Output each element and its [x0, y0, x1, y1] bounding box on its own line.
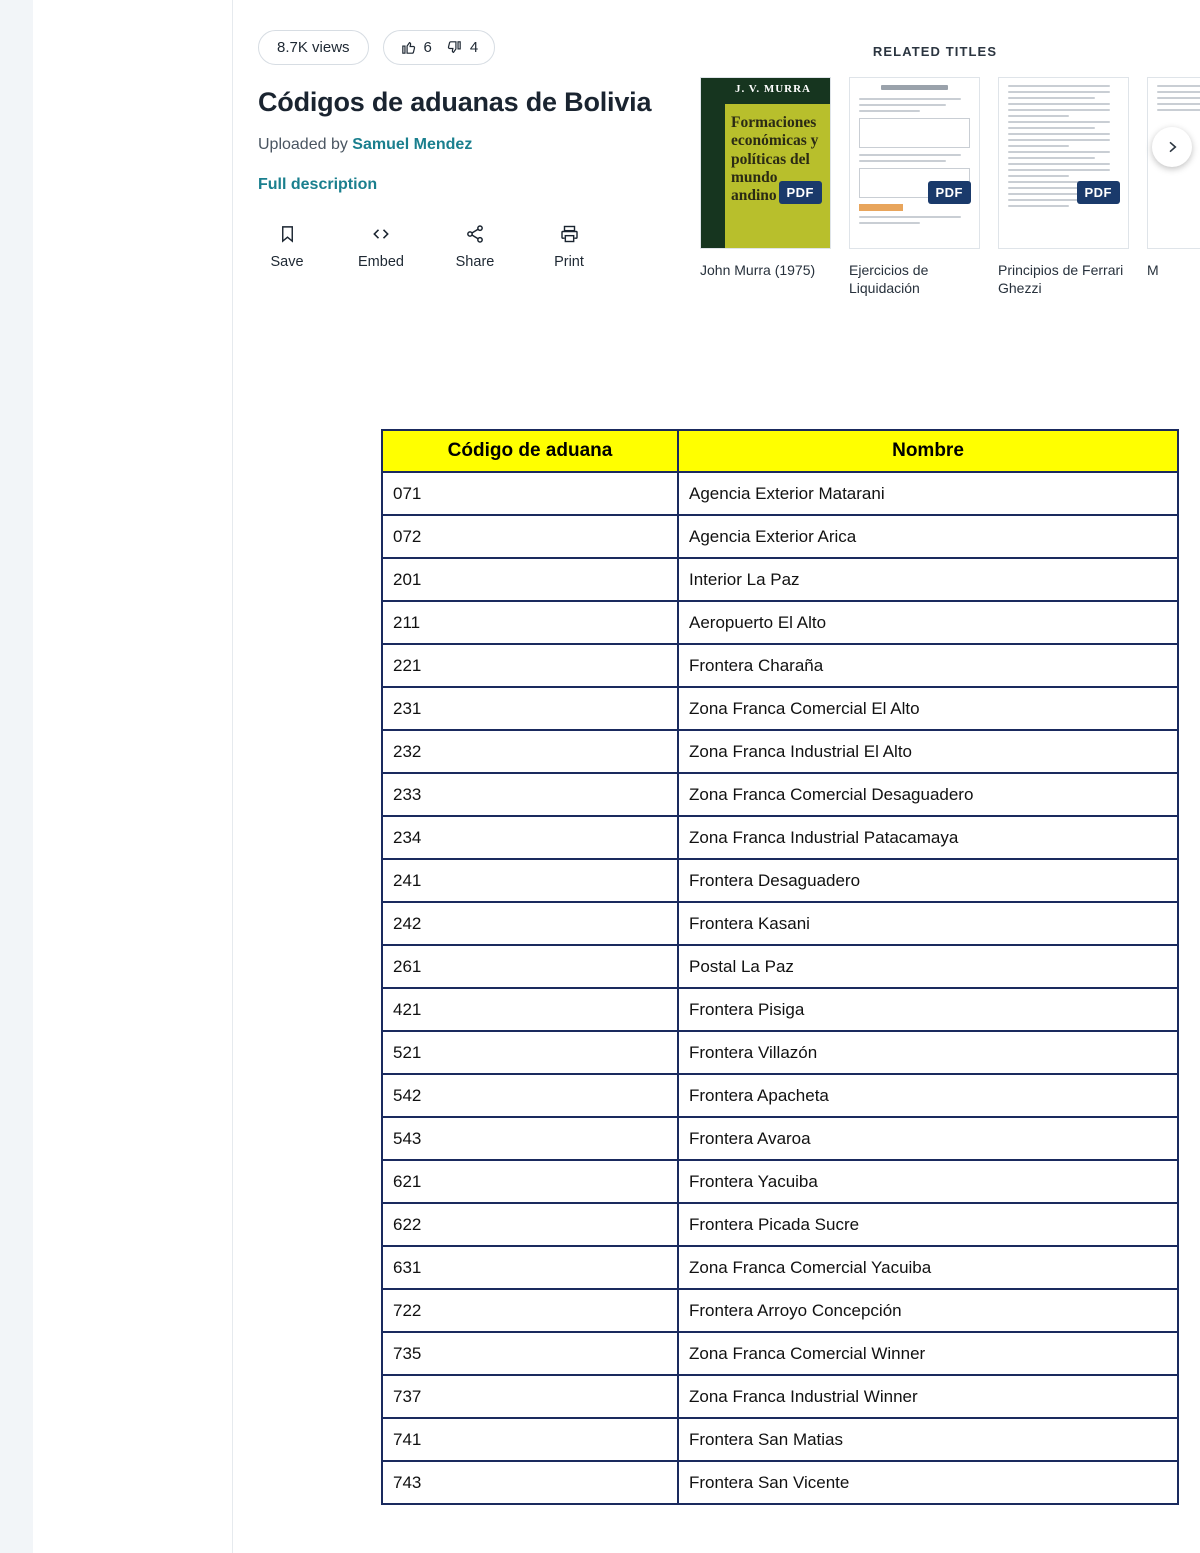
related-caption-3: Principios de Ferrari Ghezzi — [998, 262, 1124, 297]
table-header-row — [382, 430, 1178, 472]
share-icon — [446, 222, 504, 246]
table-row — [382, 1418, 1178, 1461]
cover-title-text: Formaciones económicas y políticas del mundo andino — [731, 114, 819, 205]
uploaded-by-label: Uploaded by — [258, 136, 353, 153]
upvote-button[interactable] — [400, 39, 432, 56]
table-row — [382, 1289, 1178, 1332]
cell-codigo: 521 — [382, 1031, 678, 1074]
cell-nombre: Frontera Kasani — [678, 902, 1178, 945]
vote-controls[interactable] — [383, 30, 496, 65]
table-row — [382, 945, 1178, 988]
views-count: 8.7K views — [258, 30, 369, 65]
cell-codigo: 735 — [382, 1332, 678, 1375]
table-row — [382, 1332, 1178, 1375]
cell-nombre: Frontera Arroyo Concepción — [678, 1289, 1178, 1332]
customs-codes-table — [381, 429, 1179, 1505]
table-row — [382, 1074, 1178, 1117]
cell-codigo: 201 — [382, 558, 678, 601]
document-scan-preview — [850, 78, 979, 248]
table-row — [382, 515, 1178, 558]
cover-author-text: J. V. MURRA — [735, 83, 811, 95]
table-row — [382, 1117, 1178, 1160]
cell-codigo: 741 — [382, 1418, 678, 1461]
related-titles-section — [700, 44, 1170, 297]
related-titles-carousel — [700, 77, 1170, 297]
table-row — [382, 1160, 1178, 1203]
table-row — [382, 1203, 1178, 1246]
customs-codes-table-container — [381, 429, 1177, 1505]
cell-codigo: 621 — [382, 1160, 678, 1203]
cell-codigo: 543 — [382, 1117, 678, 1160]
cell-nombre: Zona Franca Comercial Yacuiba — [678, 1246, 1178, 1289]
table-row — [382, 773, 1178, 816]
cell-codigo: 233 — [382, 773, 678, 816]
bookmark-icon — [258, 222, 316, 246]
related-thumbnail-1[interactable] — [700, 77, 831, 249]
printer-icon — [540, 222, 598, 246]
cell-codigo: 722 — [382, 1289, 678, 1332]
cell-codigo: 242 — [382, 902, 678, 945]
cell-nombre: Frontera San Matias — [678, 1418, 1178, 1461]
cell-codigo: 542 — [382, 1074, 678, 1117]
share-button[interactable] — [446, 222, 504, 270]
print-button-label: Print — [554, 254, 584, 270]
cell-codigo: 211 — [382, 601, 678, 644]
page-title: Códigos de aduanas de Bolivia — [258, 87, 652, 117]
related-caption-4: M — [1147, 262, 1159, 278]
cell-nombre: Frontera San Vicente — [678, 1461, 1178, 1504]
cell-nombre: Agencia Exterior Matarani — [678, 472, 1178, 515]
cell-nombre: Interior La Paz — [678, 558, 1178, 601]
table-row — [382, 816, 1178, 859]
cell-nombre: Aeropuerto El Alto — [678, 601, 1178, 644]
thumbs-down-icon — [446, 39, 463, 56]
cell-nombre: Zona Franca Comercial Winner — [678, 1332, 1178, 1375]
cell-nombre: Zona Franca Comercial El Alto — [678, 687, 1178, 730]
print-button[interactable] — [540, 222, 598, 270]
related-thumbnail-3[interactable] — [998, 77, 1129, 249]
cell-codigo: 071 — [382, 472, 678, 515]
table-row — [382, 558, 1178, 601]
cell-codigo: 622 — [382, 1203, 678, 1246]
related-titles-heading: RELATED TITLES — [872, 44, 998, 59]
related-item-3[interactable] — [998, 77, 1129, 297]
related-caption-1: John Murra (1975) — [700, 262, 816, 278]
cell-codigo: 231 — [382, 687, 678, 730]
downvote-button[interactable] — [446, 39, 478, 56]
cell-nombre: Frontera Picada Sucre — [678, 1203, 1178, 1246]
related-item-1[interactable] — [700, 77, 831, 297]
cell-nombre: Zona Franca Industrial Patacamaya — [678, 816, 1178, 859]
table-row — [382, 1375, 1178, 1418]
column-header-codigo: Código de aduana — [382, 430, 678, 472]
downvote-count: 4 — [469, 39, 479, 56]
related-thumbnail-2[interactable] — [849, 77, 980, 249]
cell-nombre: Frontera Pisiga — [678, 988, 1178, 1031]
cell-nombre: Postal La Paz — [678, 945, 1178, 988]
cell-nombre: Zona Franca Comercial Desaguadero — [678, 773, 1178, 816]
full-description-link[interactable]: Full description — [258, 176, 378, 193]
thumbs-up-icon — [400, 39, 417, 56]
document-scan-preview — [999, 78, 1128, 248]
cell-codigo: 221 — [382, 644, 678, 687]
table-row — [382, 472, 1178, 515]
embed-button[interactable] — [352, 222, 410, 270]
chevron-right-icon — [1164, 139, 1180, 155]
table-row — [382, 601, 1178, 644]
share-button-label: Share — [455, 254, 495, 270]
carousel-next-button[interactable] — [1152, 127, 1192, 167]
cell-codigo: 261 — [382, 945, 678, 988]
code-icon — [352, 222, 410, 246]
table-row — [382, 988, 1178, 1031]
cell-nombre: Frontera Villazón — [678, 1031, 1178, 1074]
cell-codigo: 072 — [382, 515, 678, 558]
table-row — [382, 644, 1178, 687]
embed-button-label: Embed — [358, 254, 404, 270]
cell-codigo: 234 — [382, 816, 678, 859]
cell-nombre: Frontera Avaroa — [678, 1117, 1178, 1160]
save-button[interactable] — [258, 222, 316, 270]
related-item-4[interactable] — [1147, 77, 1200, 297]
cell-nombre: Agencia Exterior Arica — [678, 515, 1178, 558]
pdf-badge: PDF — [1077, 181, 1121, 204]
cell-codigo: 743 — [382, 1461, 678, 1504]
table-row — [382, 730, 1178, 773]
column-header-nombre: Nombre — [678, 430, 1178, 472]
cell-codigo: 737 — [382, 1375, 678, 1418]
table-row — [382, 687, 1178, 730]
cell-nombre: Frontera Apacheta — [678, 1074, 1178, 1117]
related-caption-2: Ejercicios de Liquidación — [849, 262, 929, 297]
cell-codigo: 232 — [382, 730, 678, 773]
upvote-count: 6 — [423, 39, 432, 56]
left-background-strip — [0, 0, 33, 1553]
cell-nombre: Zona Franca Industrial Winner — [678, 1375, 1178, 1418]
cell-nombre: Frontera Charaña — [678, 644, 1178, 687]
table-row — [382, 1461, 1178, 1504]
cell-nombre: Frontera Yacuiba — [678, 1160, 1178, 1203]
table-row — [382, 1031, 1178, 1074]
pdf-badge: PDF — [779, 181, 823, 204]
book-cover-art — [701, 78, 830, 248]
cell-nombre: Frontera Desaguadero — [678, 859, 1178, 902]
table-row — [382, 1246, 1178, 1289]
cell-nombre: Zona Franca Industrial El Alto — [678, 730, 1178, 773]
document-left-gutter — [33, 0, 233, 1553]
save-button-label: Save — [270, 254, 304, 270]
cell-codigo: 241 — [382, 859, 678, 902]
uploader-link[interactable]: Samuel Mendez — [352, 136, 473, 153]
table-row — [382, 859, 1178, 902]
pdf-badge: PDF — [928, 181, 972, 204]
related-item-2[interactable] — [849, 77, 980, 297]
table-row — [382, 902, 1178, 945]
cell-codigo: 421 — [382, 988, 678, 1031]
cell-codigo: 631 — [382, 1246, 678, 1289]
